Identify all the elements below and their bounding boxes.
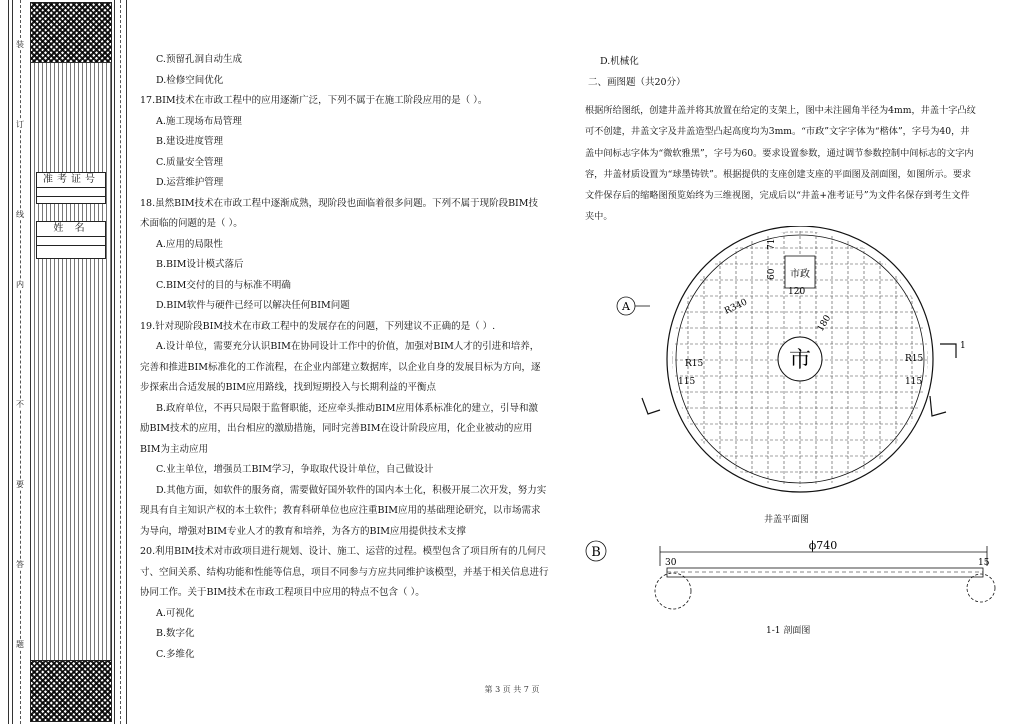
cut-mark-char: 要 bbox=[16, 480, 24, 489]
center-text: 市 bbox=[788, 348, 812, 373]
paragraph-line: 盖中间标志字体为“微软雅黑”，字号为60。要求设置参数，通过调节参数控制中间标志的文字内 bbox=[585, 147, 974, 159]
option-line: B.BIM设计模式落后 bbox=[156, 259, 244, 270]
paragraph-line: 容，井盖材质设置为“球墨铸铁”。根据提供的支座创建支座的平面图及剖面图，如图所示。要求 bbox=[585, 168, 972, 180]
section-caption: 1-1 剖面图 bbox=[766, 626, 811, 636]
exam-id-field[interactable] bbox=[37, 188, 105, 197]
left-column bbox=[140, 50, 560, 665]
plan-caption: 井盖平面图 bbox=[764, 515, 810, 525]
option-line: B.政府单位，不再只局限于监督职能，还应牵头推动BIM应用体系标准化的建立，引导和激 bbox=[156, 402, 538, 414]
dim-120: 120 bbox=[788, 287, 806, 297]
option-line: C.预留孔洞自动生成 bbox=[156, 54, 242, 65]
option-line: C.BIM交付的目的与标准不明确 bbox=[156, 279, 291, 291]
dim-r15-left: R15 bbox=[685, 359, 704, 369]
dim-115-left: 115 bbox=[678, 377, 696, 387]
option-line: D.运营维护管理 bbox=[156, 177, 224, 188]
hatch-pattern-top bbox=[30, 2, 112, 66]
question-line: 20.利用BIM技术对市政项目进行规划、设计、施工、运营的过程。模型包含了项目所有的几何尺 bbox=[140, 546, 547, 557]
option-line: A.应用的局限性 bbox=[156, 238, 223, 250]
option-line: A.设计单位，需要充分认识BIM在协同设计工作中的价值，加强对BIM人才的引进和培养， bbox=[156, 341, 540, 352]
cut-mark-char: 线 bbox=[16, 210, 24, 219]
option-line: A.可视化 bbox=[156, 607, 195, 619]
option-line: D.其他方面，如软件的服务商，需要做好国外软件的国内本土化，积极开展二次开发，努力实 bbox=[156, 484, 547, 496]
binding-border-line bbox=[8, 0, 9, 724]
dim-60: 60 bbox=[767, 268, 777, 280]
binding-lined-area bbox=[30, 62, 112, 662]
cut-mark-char: 订 bbox=[16, 120, 24, 129]
question-line: 19.针对现阶段BIM技术在市政工程中的发展存在的问题，下列建议不正确的是（ ）. bbox=[140, 320, 496, 332]
binding-strip bbox=[0, 0, 130, 724]
detail-circle-left bbox=[655, 573, 691, 609]
continuation-line: 寸、空间关系、结构功能和性能等信息，项目不同参与方应共同维护该模型，并基于相关信息进行 bbox=[140, 566, 549, 578]
option-line: C.多维化 bbox=[156, 648, 195, 660]
section-mark-left bbox=[642, 398, 660, 414]
binding-border-line bbox=[114, 0, 115, 724]
continuation-line: 励BIM技术的应用，出台相应的激励措施，同时完善BIM在设计阶段应用，化企业被动的应用 bbox=[140, 423, 533, 434]
option-line: D.BIM软件与硬件已经可以解决任何BIM问题 bbox=[156, 300, 350, 311]
binding-dashed-line bbox=[20, 0, 21, 724]
continuation-line: 术面临的问题的是（ ）。 bbox=[140, 218, 243, 229]
cut-mark-char: 内 bbox=[16, 280, 24, 289]
question-line: 18.虽然BIM技术在市政工程中逐渐成熟，现阶段也面临着很多问题。下列不属于现阶段BIM技 bbox=[140, 197, 539, 209]
section-drawing bbox=[585, 538, 1005, 618]
paragraph-line: 文件保存后的缩略图预览始终为三维视图，完成后以“井盖+准考证号”为文件名保存到考生文件 bbox=[585, 190, 970, 202]
cut-mark-char: 题 bbox=[16, 640, 24, 649]
dim-30: 30 bbox=[665, 558, 677, 568]
continuation-line: BIM为主动应用 bbox=[140, 443, 208, 455]
dim-r340: R340 bbox=[723, 297, 749, 317]
cut-mark-char: 不 bbox=[16, 400, 24, 409]
continuation-line: 为导向，增强对BIM专业人才的教育和培养，为各方的BIM应用提供技术支撑 bbox=[140, 525, 466, 537]
option-line: A.施工现场布局管理 bbox=[156, 115, 242, 127]
exam-id-box bbox=[36, 172, 106, 204]
dim-115-right: 115 bbox=[905, 377, 923, 387]
cut-mark-char: 答 bbox=[16, 560, 24, 569]
cut-mark-char: 装 bbox=[16, 40, 24, 49]
binding-border-line bbox=[12, 0, 13, 724]
option-d-mechanization: D.机械化 bbox=[600, 56, 639, 67]
binding-dashed-line bbox=[120, 0, 121, 724]
section-heading: 二、画图题（共20分） bbox=[588, 77, 686, 88]
question-line: 17.BIM技术在市政工程中的应用逐渐广泛，下列不属于在施工阶段应用的是（ ）。 bbox=[140, 95, 488, 106]
top-text: 市政 bbox=[790, 269, 810, 280]
drawing-task-paragraph bbox=[585, 100, 997, 228]
detail-circle-right bbox=[967, 574, 995, 602]
name-box bbox=[36, 221, 106, 259]
paragraph-line: 根据所给图纸，创建井盖并将其放置在给定的支架上，图中未注圆角半径为4mm，井盖十字凸纹 bbox=[585, 105, 976, 116]
marker-1: 1 bbox=[960, 341, 966, 351]
page-footer: 第 3 页 共 7 页 bbox=[484, 685, 540, 694]
manhole-plan-drawing bbox=[600, 226, 1020, 516]
option-line: C.业主单位，增强员工BIM学习，争取取代设计单位，自己做设计 bbox=[156, 464, 434, 475]
option-line: C.质量安全管理 bbox=[156, 156, 223, 168]
binding-border-line bbox=[126, 0, 127, 724]
section-mark-left-2 bbox=[930, 396, 946, 416]
option-line: D.检修空间优化 bbox=[156, 74, 224, 86]
name-field[interactable] bbox=[37, 237, 105, 246]
name-label: 姓 名 bbox=[37, 222, 105, 237]
continuation-line: 协同工作。关于BIM技术在市政工程项目中应用的特点不包含（ ）。 bbox=[140, 587, 425, 598]
paragraph-line: 可不创建，井盖文字及井盖造型凸起高度均为3mm。“市政”文字字体为“楷体”，字号为40，井 bbox=[585, 126, 970, 138]
dim-71: 71 bbox=[767, 238, 777, 250]
continuation-line: 完善和推进BIM标准化的工作流程，在企业内部建立数据库，以企业自身的发展目标为方向，逐 bbox=[140, 361, 541, 373]
marker-b: B bbox=[591, 545, 601, 560]
cover-section-body bbox=[667, 568, 983, 577]
option-line: B.数字化 bbox=[156, 628, 195, 639]
dim-180: 180 bbox=[815, 313, 834, 334]
paragraph-line: 夹中。 bbox=[585, 211, 613, 223]
option-line: B.建设进度管理 bbox=[156, 136, 224, 147]
continuation-line: 现具有自主知识产权的本土软件；教育科研单位也应注重BIM应用的基础理论研究，以市场需求 bbox=[140, 505, 541, 516]
dim-r15-right: R15 bbox=[905, 354, 924, 364]
exam-id-label: 准考证号 bbox=[37, 173, 105, 188]
diameter-label: ϕ740 bbox=[808, 539, 838, 552]
marker-a: A bbox=[622, 300, 630, 313]
continuation-line: 步探索出合适发展的BIM应用路线，找到短期投入与长期利益的平衡点 bbox=[140, 382, 436, 393]
section-mark-right bbox=[940, 344, 956, 358]
dim-15: 15 bbox=[978, 558, 990, 568]
